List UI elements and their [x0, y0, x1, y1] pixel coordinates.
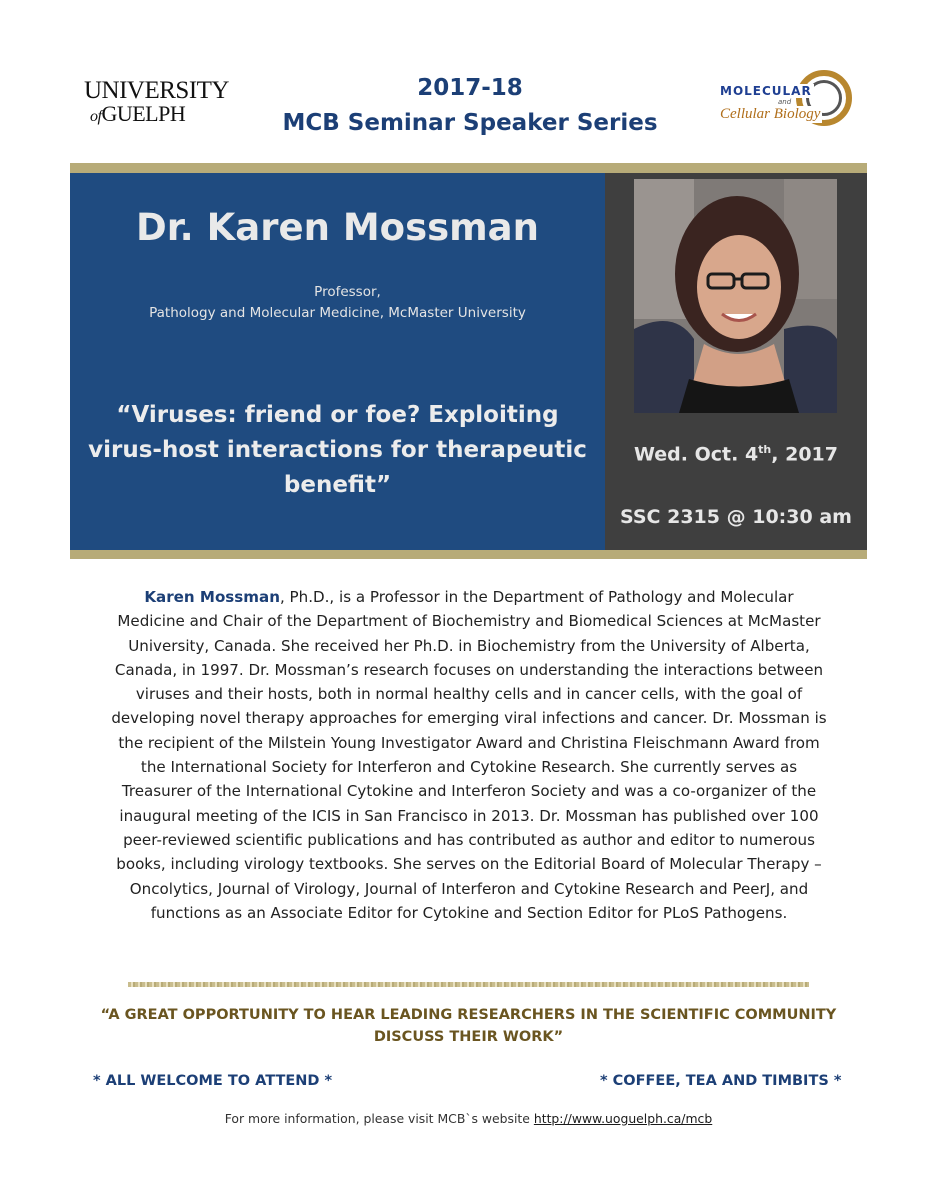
- talk-title: “Viruses: friend or foe? Exploiting virus-host interactions for therapeutic benefit”: [88, 402, 587, 498]
- dotted-divider: [128, 982, 809, 987]
- more-info: [100, 1110, 837, 1128]
- mcb-logo-molecular: MOLECULAR: [720, 84, 812, 98]
- logo-guelph: GUELPH: [101, 101, 186, 126]
- date-suffix: th: [758, 443, 772, 456]
- series-year: 2017-18: [417, 75, 523, 101]
- speaker-department: Pathology and Molecular Medicine, McMaster University: [149, 305, 526, 321]
- mcb-website-link[interactable]: http://www.uoguelph.ca/mcb: [533, 1111, 713, 1126]
- speaker-name: Dr. Karen Mossman: [136, 206, 539, 249]
- logo-line-guelph: [90, 102, 185, 129]
- mcb-logo-and: and: [778, 98, 792, 106]
- mcb-logo-cellular-biology: Cellular Biology: [720, 106, 821, 122]
- speaker-portrait-icon: [634, 179, 837, 413]
- bio-speaker-name: Karen Mossman: [144, 588, 280, 606]
- mcb-logo: [718, 70, 858, 138]
- welcome-note: * ALL WELCOME TO ATTEND *: [93, 1073, 333, 1089]
- gold-divider-bottom: [70, 550, 867, 559]
- talk-date: [605, 433, 867, 471]
- speaker-role: Professor,: [314, 284, 381, 300]
- talk-venue: SSC 2315 @ 10:30 am: [620, 506, 852, 528]
- logo-of: of: [90, 108, 102, 125]
- university-of-guelph-logo: [84, 77, 229, 130]
- speaker-photo: [634, 179, 837, 413]
- refreshments-note: * COFFEE, TEA AND TIMBITS *: [600, 1073, 842, 1089]
- logo-line-university: UNIVERSITY: [84, 77, 229, 104]
- series-title: MCB Seminar Speaker Series: [282, 110, 658, 136]
- date-year: , 2017: [771, 443, 838, 466]
- bio-text: , Ph.D., is a Professor in the Department of Pathology and Molecular Medicine and Chair of the Department of Biochemistry and Biomedical Sciences at McMaster University, Canada. She received her Ph.D. in Biochemistry from the University of Alberta, Canada, in 1997. Dr. Mossman’s research focuses on understanding the interactions between viruses and their hosts, both in normal healthy cells and in cancer cells, with the goal of developing novel therapy approaches for emerging viral infections and cancer. Dr. Mossman is the recipient of the Milstein Young Investigator Award and Christina Fleischmann Award from the International Society for Interferon and Cytokine Research. She currently serves as Treasurer of the International Cytokine and Interferon Society and was a co-organizer of the inaugural meeting of the ICIS in San Francisco in 2013. Dr. Mossman has published over 100 peer-reviewed scientific publications and has contributed as author and editor to numerous books, including virology textbooks. She serves on the Editorial Board of Molecular Therapy – Oncolytics, Journal of Virology, Journal of Interferon and Cytokine Research and PeerJ, and functions as an Associate Editor for Cytokine and Section Editor for PLoS Pathogens.: [111, 588, 827, 922]
- more-info-text: For more information, please visit MCB`s website: [224, 1111, 534, 1126]
- date-prefix: Wed. Oct. 4: [634, 443, 759, 466]
- speaker-biography: [110, 585, 828, 925]
- gold-divider-top: [70, 163, 867, 173]
- promo-quote: “A GREAT OPPORTUNITY TO HEAR LEADING RESEARCHERS IN THE SCIENTIFIC COMMUNITY DISCUSS THEIR WORK”: [100, 1007, 837, 1045]
